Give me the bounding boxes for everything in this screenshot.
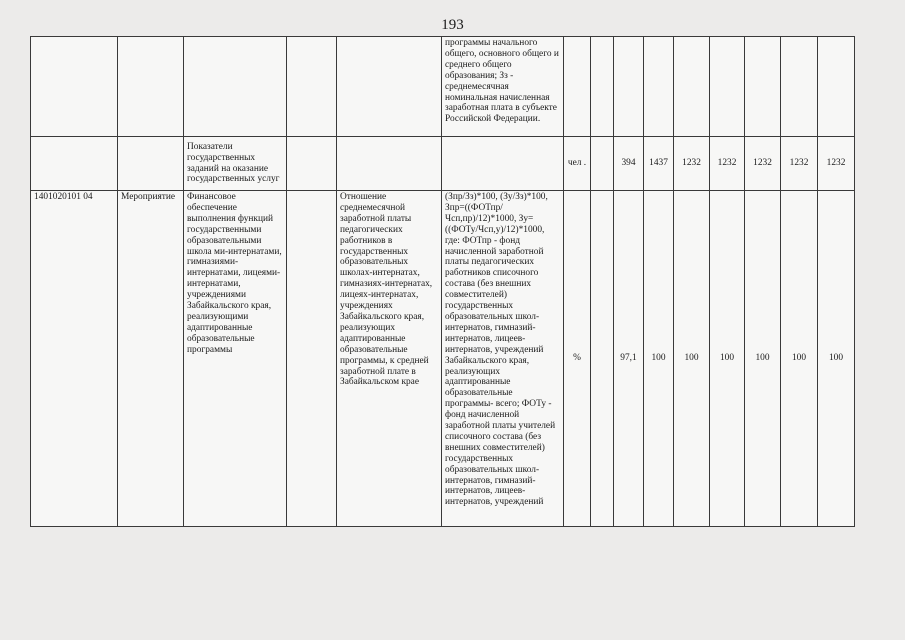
value-cell: 1232 <box>818 137 855 191</box>
value-cell: 100 <box>644 191 674 527</box>
indicator-cell: Отношение среднемесячной заработной платы педагогических работников в государственных образовательных школах-интернатах, гимназиях-интернатах, лицеях-интернатах, учреждениях Забайкальского края, реализующих адаптированные образовательные программы, к средней заработной плате в Забайкальском крае <box>337 191 442 527</box>
name-cell <box>184 37 287 137</box>
page-number: 193 <box>441 17 464 33</box>
value-cell <box>591 37 614 137</box>
value-cell: 1437 <box>644 137 674 191</box>
name-cell: Финансовое обеспечение выполнения функций государственными образовательными школа ми-интернатами, гимназиями-интернатами, лицеями-интернатами, учреждениями Забайкальского края, реализующими адаптированные образовательные программы <box>184 191 287 527</box>
table-row <box>31 37 855 137</box>
value-cell: 1232 <box>781 137 818 191</box>
code-cell: 1401020101 04 <box>31 191 118 527</box>
value-cell: 97,1 <box>614 191 644 527</box>
value-cell <box>745 37 781 137</box>
indicator-cell <box>337 137 442 191</box>
name-cell: Показатели государственных заданий на оказание государственных услуг <box>184 137 287 191</box>
description-cell <box>287 37 337 137</box>
unit-cell: % <box>564 191 591 527</box>
value-cell: 1232 <box>674 137 710 191</box>
type-cell: Мероприятие <box>118 191 184 527</box>
formula-cell: программы начального общего, основного общего и среднего общего образования; Зз - среднемесячная номинальная начисленная заработная плата в субъекте Российской Федерации. <box>442 37 564 137</box>
description-cell <box>287 191 337 527</box>
formula-cell: (Зпр/Зз)*100, (Зу/Зз)*100, Зпр=((ФОТпр/Чсп,пр)/12)*1000, Зу=((ФОТу/Чсп,у)/12)*1000, где: ФОТпр - фонд начисленной заработной платы педагогических работников списочного состава (без внешних совместителей) государственных образовательных школ-интернатов, гимназий-интернатов, лицеев-интернатов, учреждений Забайкальского края, реализующих адаптированные образовательные программы- всего; ФОТу - фонд начисленной заработной платы учителей списочного состава (без внешних совместителей) государственных образовательных школ-интернатов, гимназий-интернатов, лицеев-интернатов, учреждений <box>442 191 564 527</box>
value-cell: 100 <box>818 191 855 527</box>
value-cell: 1232 <box>710 137 745 191</box>
type-cell <box>118 37 184 137</box>
code-cell <box>31 37 118 137</box>
value-cell <box>591 137 614 191</box>
value-cell: 100 <box>781 191 818 527</box>
value-cell <box>818 37 855 137</box>
value-cell: 100 <box>674 191 710 527</box>
table-row <box>31 137 855 191</box>
description-cell <box>287 137 337 191</box>
code-cell <box>31 137 118 191</box>
formula-cell <box>442 137 564 191</box>
value-cell: 394 <box>614 137 644 191</box>
value-cell <box>781 37 818 137</box>
value-cell: 1232 <box>745 137 781 191</box>
value-cell <box>591 191 614 527</box>
value-cell: 100 <box>710 191 745 527</box>
indicator-cell <box>337 37 442 137</box>
type-cell <box>118 137 184 191</box>
table-row <box>31 191 855 527</box>
value-cell <box>614 37 644 137</box>
value-cell <box>710 37 745 137</box>
value-cell <box>674 37 710 137</box>
value-cell <box>644 37 674 137</box>
unit-cell <box>564 37 591 137</box>
value-cell: 100 <box>745 191 781 527</box>
program-table <box>30 36 855 527</box>
unit-cell: чел . <box>564 137 591 191</box>
